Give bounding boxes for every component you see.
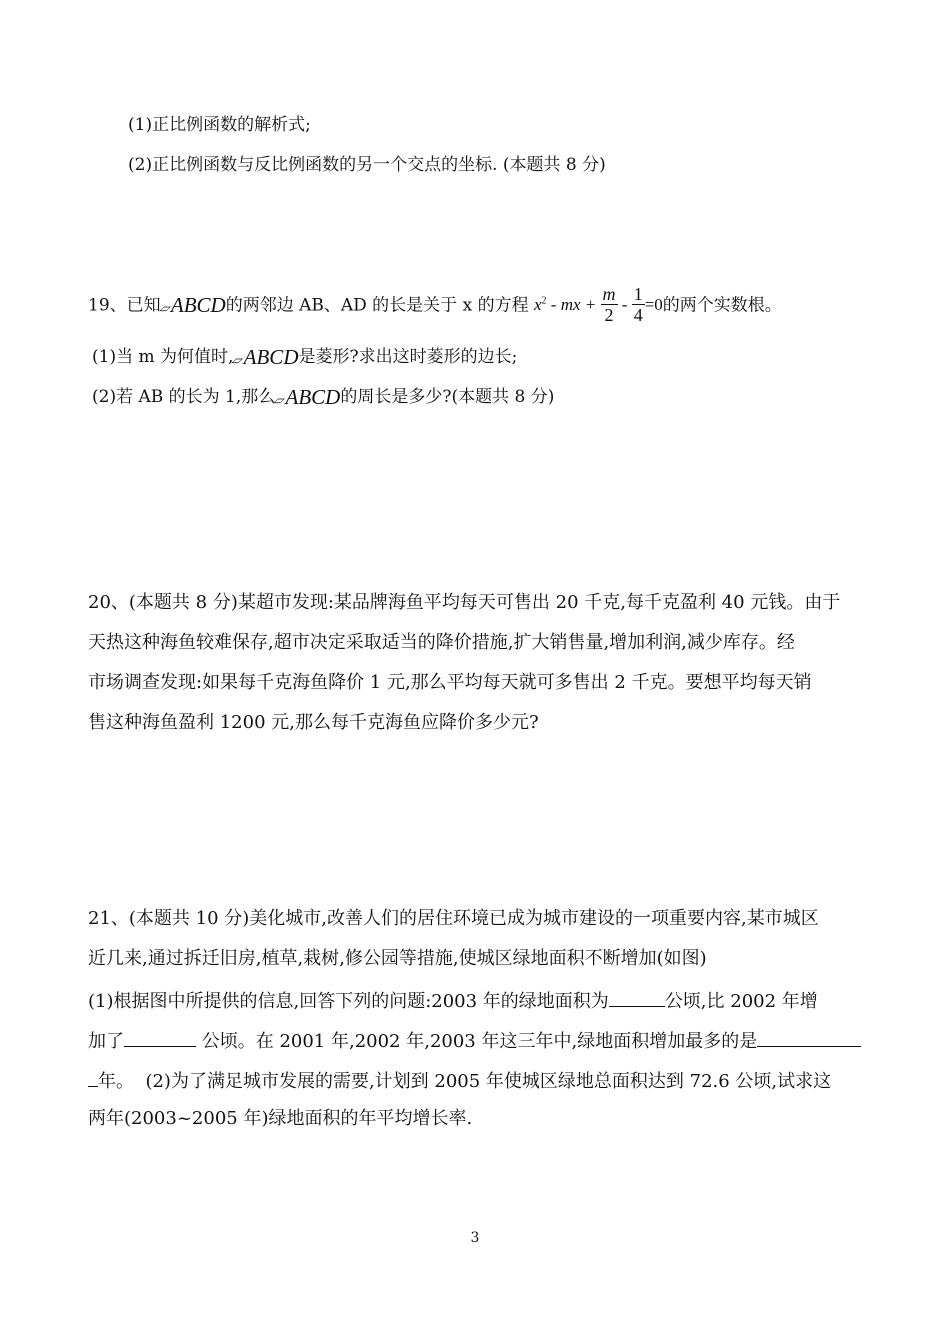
answer-blank-year-part1[interactable] xyxy=(757,1028,861,1047)
parallelogram-abcd: ▱ABCD xyxy=(275,385,340,409)
q21-line2: 近几来,通过拆迁旧房,植草,栽树,修公园等措施,使城区绿地面积不断增加(如图) xyxy=(88,948,707,969)
q21-line1: 21、(本题共 10 分)美化城市,改善人们的居住环境已成为城市建设的一项重要内容,某市城区 xyxy=(88,908,819,929)
q19-intro-b: 的两邻边 AB、AD 的长是关于 x 的方程 xyxy=(225,295,529,316)
q21-line3: (1)根据图中所提供的信息,回答下列的问题:2003 年的绿地面积为 公顷,比 2002 年增 xyxy=(88,988,818,1013)
q21-line6: 两年(2003~2005 年)绿地面积的年平均增长率. xyxy=(88,1108,473,1129)
answer-blank-2003-area[interactable] xyxy=(609,988,665,1007)
fraction-1-over-4: $\frac{1}{4}$ xyxy=(633,284,643,325)
parallelogram-icon: ▱ xyxy=(271,393,289,407)
q19-intro-a: 19、已知 xyxy=(88,295,161,316)
q21-line5: 年。 (2)为了满足城市发展的需要,计划到 2005 年使城区绿地总面积达到 72.6 公顷,试求这 xyxy=(88,1068,831,1093)
q19-intro xyxy=(88,286,782,327)
fraction-m-over-2: $\frac{m}{2}$ xyxy=(602,284,616,325)
q19-intro-c: 的两个实数根。 xyxy=(662,295,782,316)
q19-part2: (2)若 AB 的长为 1,那么▱ABCD的周长是多少?(本题共 8 分) xyxy=(92,385,555,409)
page-number: 3 xyxy=(470,1230,480,1246)
parallelogram-icon: ▱ xyxy=(156,301,174,316)
q20-line4: 售这种海鱼盈利 1200 元,那么每千克海鱼应降价多少元? xyxy=(88,712,539,733)
q21-line4: 加了 公顷。在 2001 年,2002 年,2003 年这三年中,绿地面积增加最多的是 xyxy=(88,1028,861,1053)
q18-part2: (2)正比例函数与反比例函数的另一个交点的坐标. (本题共 8 分) xyxy=(128,155,606,175)
parallelogram-abcd: ▱ABCD xyxy=(161,293,226,317)
q19-part1: (1)当 m 为何值时,▱ABCD是菱形?求出这时菱形的边长; xyxy=(92,345,518,369)
q20-line3: 市场调查发现:如果每千克海鱼降价 1 元,那么平均每天就可多售出 2 千克。要想平均每天销 xyxy=(88,672,812,693)
answer-blank-increase[interactable] xyxy=(124,1028,196,1047)
parallelogram-abcd: ▱ABCD xyxy=(233,345,298,369)
answer-blank-year-part2[interactable] xyxy=(88,1068,98,1087)
quadratic-equation: $x^2$ - mx + $\frac{m}{2}$ - $\frac{1}{4}$ =0 xyxy=(534,284,663,325)
q20-line1: 20、(本题共 8 分)某超市发现:某品牌海鱼平均每天可售出 20 千克,每千克盈利 40 元钱。由于 xyxy=(88,592,841,613)
parallelogram-icon: ▱ xyxy=(229,353,247,367)
q18-part1: (1)正比例函数的解析式; xyxy=(128,115,311,135)
q20-line2: 天热这种海鱼较难保存,超市决定采取适当的降价措施,扩大销售量,增加利润,减少库存。经 xyxy=(88,632,795,653)
